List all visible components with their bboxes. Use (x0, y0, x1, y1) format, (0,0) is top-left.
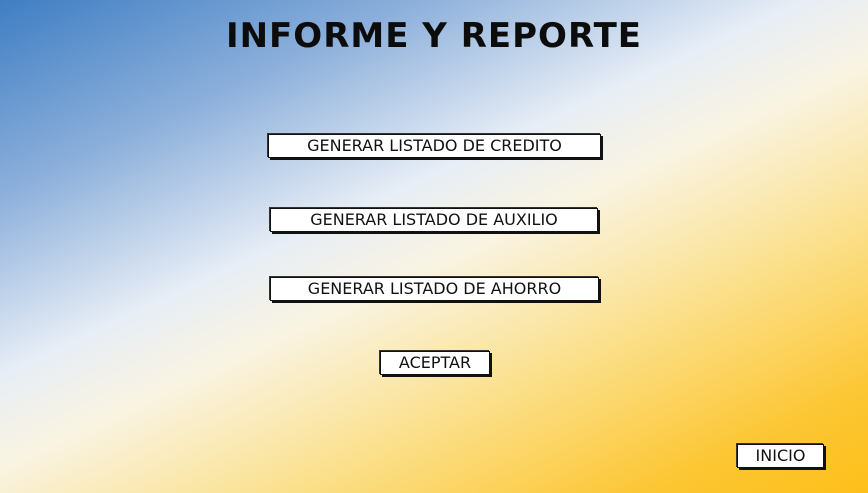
generate-savings-list-button[interactable]: GENERAR LISTADO DE AHORRO (270, 277, 599, 301)
accept-button[interactable]: ACEPTAR (380, 351, 490, 375)
page-title: INFORME Y REPORTE (225, 16, 643, 56)
home-button[interactable]: INICIO (737, 444, 824, 468)
generate-aid-list-button[interactable]: GENERAR LISTADO DE AUXILIO (270, 208, 598, 232)
generate-credit-list-button[interactable]: GENERAR LISTADO DE CREDITO (268, 134, 601, 158)
